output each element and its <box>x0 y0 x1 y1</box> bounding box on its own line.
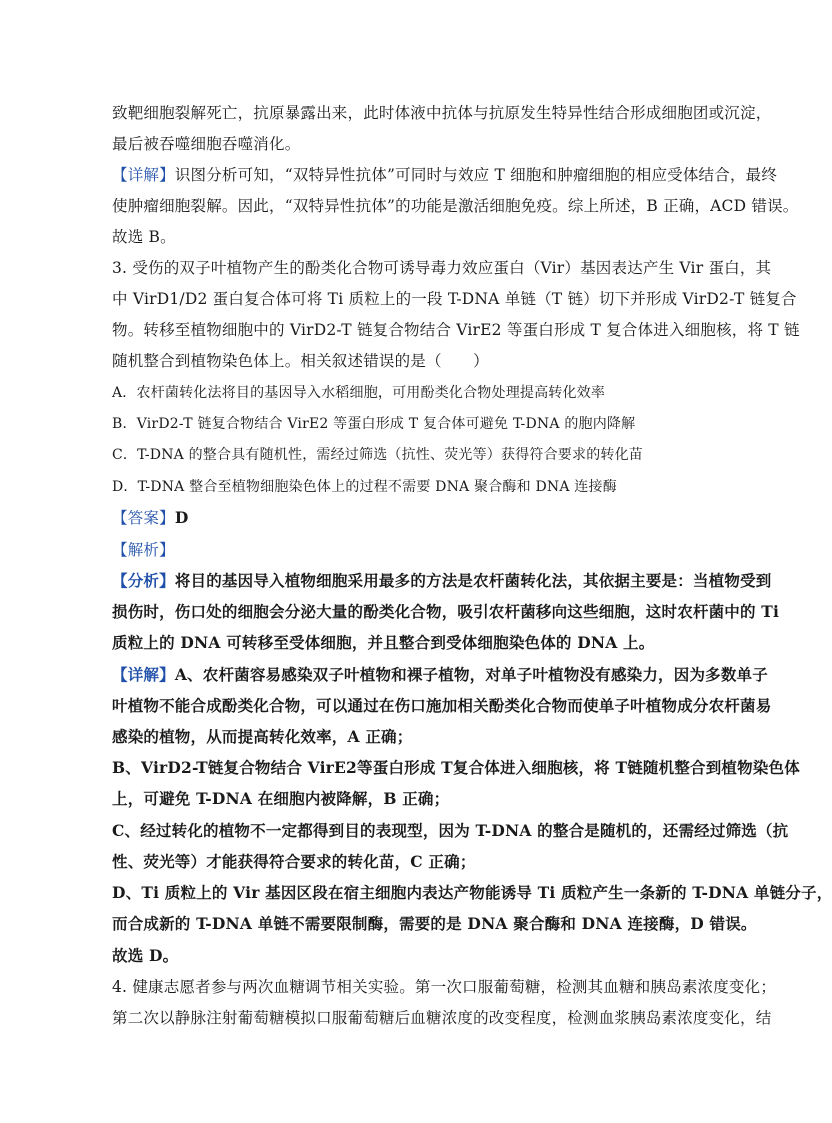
option-c: C．T-DNA 的整合具有随机性，需经过筛选（抗性、荧光等）获得符合要求的转化苗 <box>112 447 644 463</box>
analysis-header <box>112 540 712 560</box>
text-line: 故选 B。 <box>112 228 176 246</box>
section-text: A、农杆菌容易感染双子叶植物和裸子植物，对单子叶植物没有感染力，因为多数单子 <box>174 665 768 684</box>
text-line <box>112 571 772 591</box>
text-line: 使肿瘤细胞裂解。因此，“双特异性抗体”的功能是激活细胞免疫。综上所述，B 正确，ACD 错误。 <box>112 197 799 215</box>
question-line: 中 VirD1/D2 蛋白复合体可将 Ti 质粒上的一段 T-DNA 单链（T 链）切下并形成 VirD2-T 链复合 <box>112 290 797 308</box>
section-tag: 【详解】 <box>112 166 175 184</box>
question-line: 3. 受伤的双子叶植物产生的酚类化合物可诱导毒力效应蛋白（Vir）基因表达产生 Vir 蛋白，其 <box>112 259 772 277</box>
analysis-tag: 【解析】 <box>112 541 175 559</box>
text-line: 性、荧光等）才能获得符合要求的转化苗，C 正确； <box>112 852 476 871</box>
answer-tag: 【答案】 <box>112 509 175 527</box>
question-line: 物。转移至植物细胞中的 VirD2-T 链复合物结合 VirE2 等蛋白形成 T 复合体进入细胞核，将 T 链 <box>112 321 800 339</box>
text-line: 最后被吞噬细胞吞噬消化。 <box>112 135 301 153</box>
text-line: B、VirD2-T链复合物结合 VirE2等蛋白形成 T复合体进入细胞核，将 T链随机整合到植物染色体 <box>112 758 800 777</box>
section-text: 将目的基因导入植物细胞采用最多的方法是农杆菌转化法，其依据主要是：当植物受到 <box>174 571 772 590</box>
text-line <box>112 165 778 185</box>
answer-value: D <box>174 508 189 527</box>
text-line: 质粒上的 DNA 可转移至受体细胞，并且整合到受体细胞染色体的 DNA 上。 <box>112 633 655 652</box>
option-a: A．农杆菌转化法将目的基因导入水稻细胞，可用酚类化合物处理提高转化效率 <box>112 385 606 401</box>
text-line: 损伤时，伤口处的细胞会分泌大量的酚类化合物，吸引农杆菌移向这些细胞，这时农杆菌中的 Ti <box>112 602 780 621</box>
option-d: D．T-DNA 整合至植物细胞染色体上的过程不需要 DNA 聚合酶和 DNA 连接酶 <box>112 479 617 495</box>
section-tag: 【分析】 <box>112 571 175 590</box>
text-line: 叶植物不能合成酚类化合物，可以通过在伤口施加相关酚类化合物而使单子叶植物成分农杆菌易 <box>112 696 772 715</box>
section-text: 识图分析可知，“双特异性抗体”可同时与效应 T 细胞和肿瘤细胞的相应受体结合，最终 <box>174 166 778 184</box>
text-line <box>112 665 768 685</box>
question-line: 随机整合到植物染色体上。相关叙述错误的是（ ） <box>112 352 489 370</box>
question-line: 4. 健康志愿者参与两次血糖调节相关实验。第一次口服葡萄糖，检测其血糖和胰岛素浓度变化； <box>112 978 777 996</box>
section-tag: 【详解】 <box>112 665 175 684</box>
answer-line <box>112 508 712 528</box>
option-b: B．VirD2-T 链复合物结合 VirE2 等蛋白形成 T 复合体可避免 T-DNA 的胞内降解 <box>112 416 636 432</box>
text-line: C、经过转化的植物不一定都得到目的表现型，因为 T-DNA 的整合是随机的，还需经过筛选（抗 <box>112 821 789 840</box>
text-line: 上，可避免 T-DNA 在细胞内被降解，B 正确； <box>112 789 450 808</box>
text-line: 感染的植物，从而提高转化效率，A 正确； <box>112 727 413 746</box>
question-line: 第二次以静脉注射葡萄糖模拟口服葡萄糖后血糖浓度的改变程度，检测血浆胰岛素浓度变化，结 <box>112 1009 772 1027</box>
text-line: 故选 D。 <box>112 946 179 965</box>
text-line: D、Ti 质粒上的 Vir 基因区段在宿主细胞内表达产物能诱导 Ti 质粒产生一条新的 T-DNA 单链分子， <box>112 883 832 902</box>
text-line: 而合成新的 T-DNA 单链不需要限制酶，需要的是 DNA 聚合酶和 DNA 连接酶，D 错误。 <box>112 914 757 933</box>
text-line: 致靶细胞裂解死亡，抗原暴露出来，此时体液中抗体与抗原发生特异性结合形成细胞团或沉淀， <box>112 104 772 122</box>
